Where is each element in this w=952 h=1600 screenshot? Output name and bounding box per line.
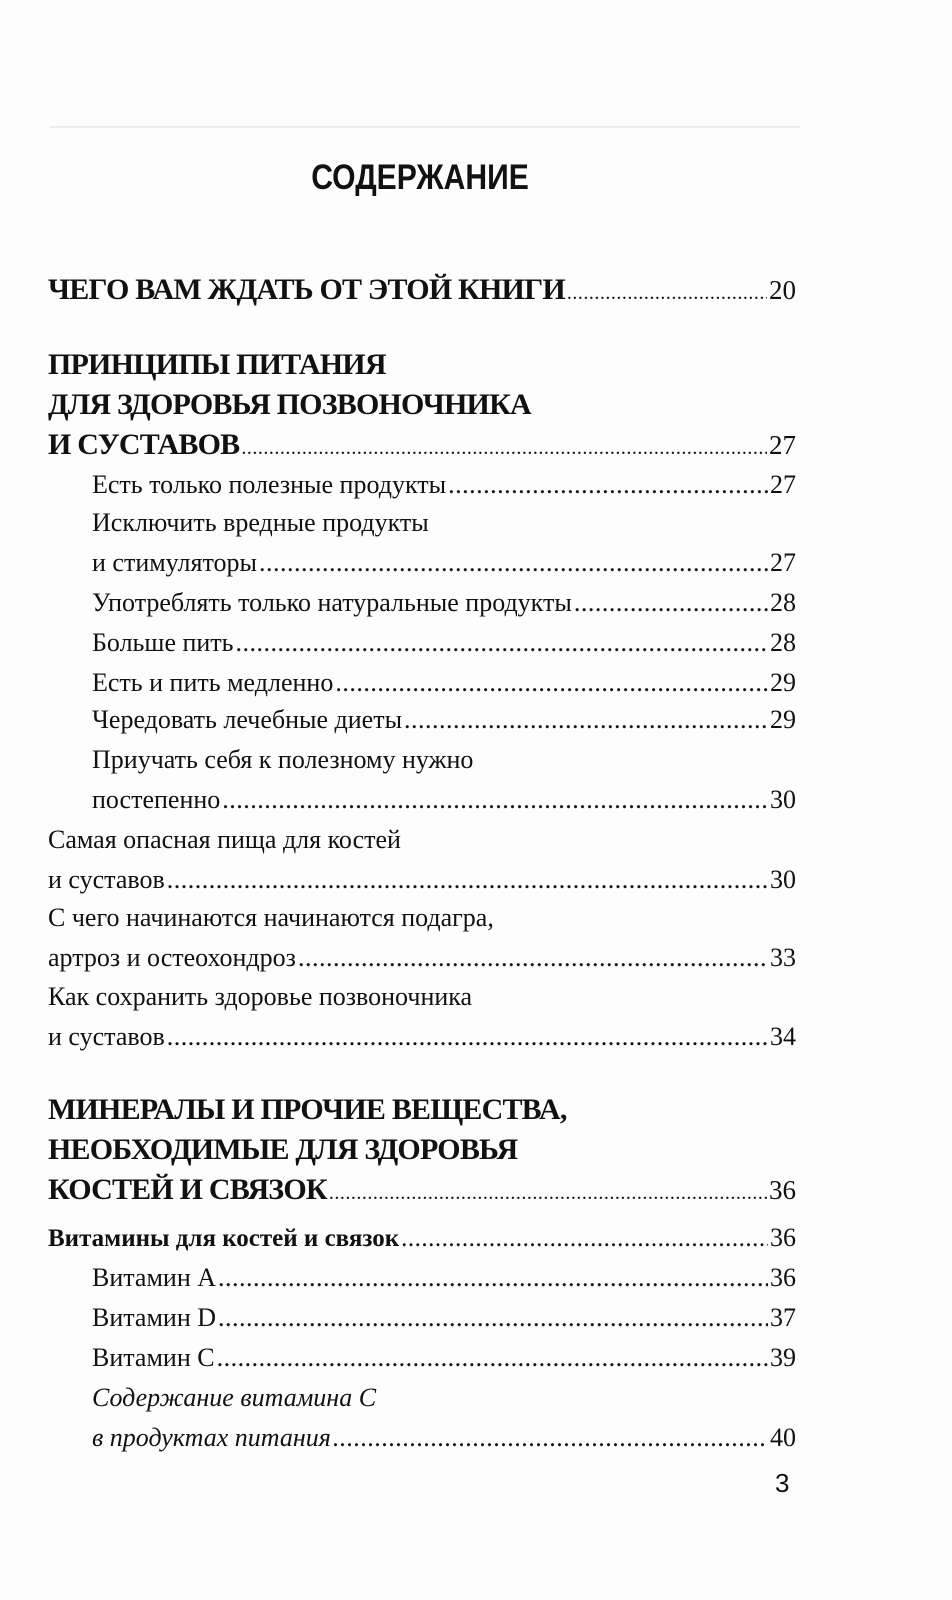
toc-entry-text: Содержание витамина С: [92, 1383, 377, 1412]
toc-entry-text: и суставов: [48, 865, 165, 894]
toc-page-number: 28: [770, 588, 796, 617]
toc-page-number: 37: [770, 1303, 796, 1332]
running-header-rule: [50, 126, 800, 128]
toc-entry-text: Самая опасная пища для костей: [48, 825, 401, 854]
toc-entry: [92, 623, 796, 663]
toc-entry-line: [92, 583, 796, 623]
toc-entry-text: Чередовать лечебные диеты: [92, 705, 403, 734]
toc-entry-line: [92, 465, 796, 505]
toc-entry-line: [48, 898, 796, 938]
dot-leader: [241, 428, 767, 468]
dot-leader: [333, 1418, 768, 1458]
dot-leader: [448, 465, 768, 505]
toc-page-number: 27: [770, 470, 796, 499]
toc-entry-text: И СУСТАВОВ: [48, 428, 240, 461]
toc-page-number: 40: [770, 1423, 796, 1452]
toc-entry-line: [92, 1338, 796, 1378]
toc-entry-text: Приучать себя к полезному нужно: [92, 745, 474, 774]
toc-entry: [48, 345, 796, 465]
toc-page-number: 36: [770, 1223, 796, 1252]
toc-entry-line: [48, 425, 796, 465]
toc-entry-text: Витамин С: [92, 1343, 215, 1372]
toc-entry-text: Исключить вредные продукты: [92, 508, 429, 537]
dot-leader: [259, 543, 768, 583]
toc-entry-text: МИНЕРАЛЫ И ПРОЧИЕ ВЕЩЕСТВА,: [48, 1093, 567, 1126]
toc-entry-text: Витамины для костей и связок: [48, 1225, 400, 1252]
dot-leader: [298, 938, 768, 978]
toc-entry-text: Употреблять только натуральные продукты: [92, 588, 572, 617]
toc-entry-text: Как сохранить здоровье позвоночника: [48, 982, 473, 1011]
toc-entry-line: [48, 270, 796, 310]
toc-entry: [48, 270, 796, 310]
toc-entry-line: [92, 780, 796, 820]
toc-entry-line: [48, 860, 796, 900]
dot-leader: [167, 860, 768, 900]
toc-entry-text: ДЛЯ ЗДОРОВЬЯ ПОЗВОНОЧНИКА: [48, 388, 531, 421]
toc-entry-text: Есть и пить медленно: [92, 668, 334, 697]
toc-page-number: 36: [769, 1175, 796, 1205]
toc-entry-text: ЧЕГО ВАМ ЖДАТЬ ОТ ЭТОЙ КНИГИ: [48, 273, 565, 306]
toc-entry-line: [92, 1418, 796, 1458]
toc-entry-line: [92, 623, 796, 663]
toc-entry-text: и стимуляторы: [92, 548, 257, 577]
dot-leader: [218, 1258, 768, 1298]
toc-entry-text: и суставов: [48, 1022, 165, 1051]
toc-entry-line: [92, 663, 796, 703]
toc-entry: [48, 1090, 796, 1210]
toc-page-number: 39: [770, 1343, 796, 1372]
toc-page-number: 27: [769, 430, 796, 460]
toc-entry-text: в продуктах питания: [92, 1423, 331, 1452]
toc-entry-line: [92, 700, 796, 740]
toc-page-number: 28: [770, 628, 796, 657]
toc-entry-text: Витамин А: [92, 1263, 217, 1292]
toc-page-number: 34: [770, 1022, 796, 1051]
toc-entry-line: [48, 345, 796, 385]
dot-leader: [218, 1298, 768, 1338]
toc-entry: [92, 700, 796, 740]
toc-entry: [48, 898, 796, 978]
toc-entry-text: С чего начинаются начинаются подагра,: [48, 903, 494, 932]
toc-entry: [92, 465, 796, 505]
toc-entry-line: [92, 740, 796, 780]
toc-entry: [92, 1378, 796, 1458]
dot-leader: [404, 700, 768, 740]
toc-entry-line: [48, 820, 796, 860]
dot-leader: [236, 623, 768, 663]
toc-entry-line: [92, 543, 796, 583]
toc-entry-line: [92, 503, 796, 543]
page-number: 3: [775, 1468, 790, 1498]
toc-entry-text: артроз и остеохондроз: [48, 943, 296, 972]
dot-leader: [401, 1219, 768, 1259]
dot-leader: [574, 583, 768, 623]
dot-leader: [567, 273, 767, 313]
toc-page-number: 30: [770, 785, 796, 814]
dot-leader: [222, 780, 768, 820]
toc-page-number: 36: [770, 1263, 796, 1292]
toc-entry-text: Есть только полезные продукты: [92, 470, 447, 499]
toc-entry-line: [48, 1218, 796, 1258]
toc-entry-line: [92, 1378, 796, 1418]
dot-leader: [329, 1173, 767, 1213]
toc-page-number: 20: [769, 275, 796, 305]
page-title: СОДЕРЖАНИЕ: [311, 158, 529, 197]
toc-page-number: 29: [770, 705, 796, 734]
toc-entry: [92, 740, 796, 820]
toc-entry-text: КОСТЕЙ И СВЯЗОК: [48, 1173, 327, 1206]
toc-entry: [48, 820, 796, 900]
toc-entry-text: НЕОБХОДИМЫЕ ДЛЯ ЗДОРОВЬЯ: [48, 1133, 518, 1166]
toc-entry-line: [92, 1298, 796, 1338]
toc-entry-line: [48, 1017, 796, 1057]
toc-entry: [92, 583, 796, 623]
toc-entry: [92, 1258, 796, 1298]
toc-entry: [92, 663, 796, 703]
toc-entry: [92, 1298, 796, 1338]
toc-entry-text: постепенно: [92, 785, 221, 814]
toc-entry-text: Больше пить: [92, 628, 234, 657]
toc-entry-text: ПРИНЦИПЫ ПИТАНИЯ: [48, 348, 386, 381]
toc-entry: [48, 1218, 796, 1258]
toc-entry: [48, 977, 796, 1057]
toc-entry: [92, 503, 796, 583]
toc-entry-line: [48, 1130, 796, 1170]
dot-leader: [217, 1338, 768, 1378]
toc-page-number: 33: [770, 943, 796, 972]
dot-leader: [335, 663, 768, 703]
toc-entry-line: [48, 1090, 796, 1130]
toc-entry-line: [92, 1258, 796, 1298]
toc-entry-line: [48, 385, 796, 425]
toc-entry-line: [48, 938, 796, 978]
toc-entry-line: [48, 1170, 796, 1210]
toc-page-number: 30: [770, 865, 796, 894]
toc-entry-text: Витамин D: [92, 1303, 217, 1332]
dot-leader: [167, 1017, 768, 1057]
toc-page-number: 27: [770, 548, 796, 577]
toc-entry: [92, 1338, 796, 1378]
toc-page-number: 29: [770, 668, 796, 697]
toc-entry-line: [48, 977, 796, 1017]
